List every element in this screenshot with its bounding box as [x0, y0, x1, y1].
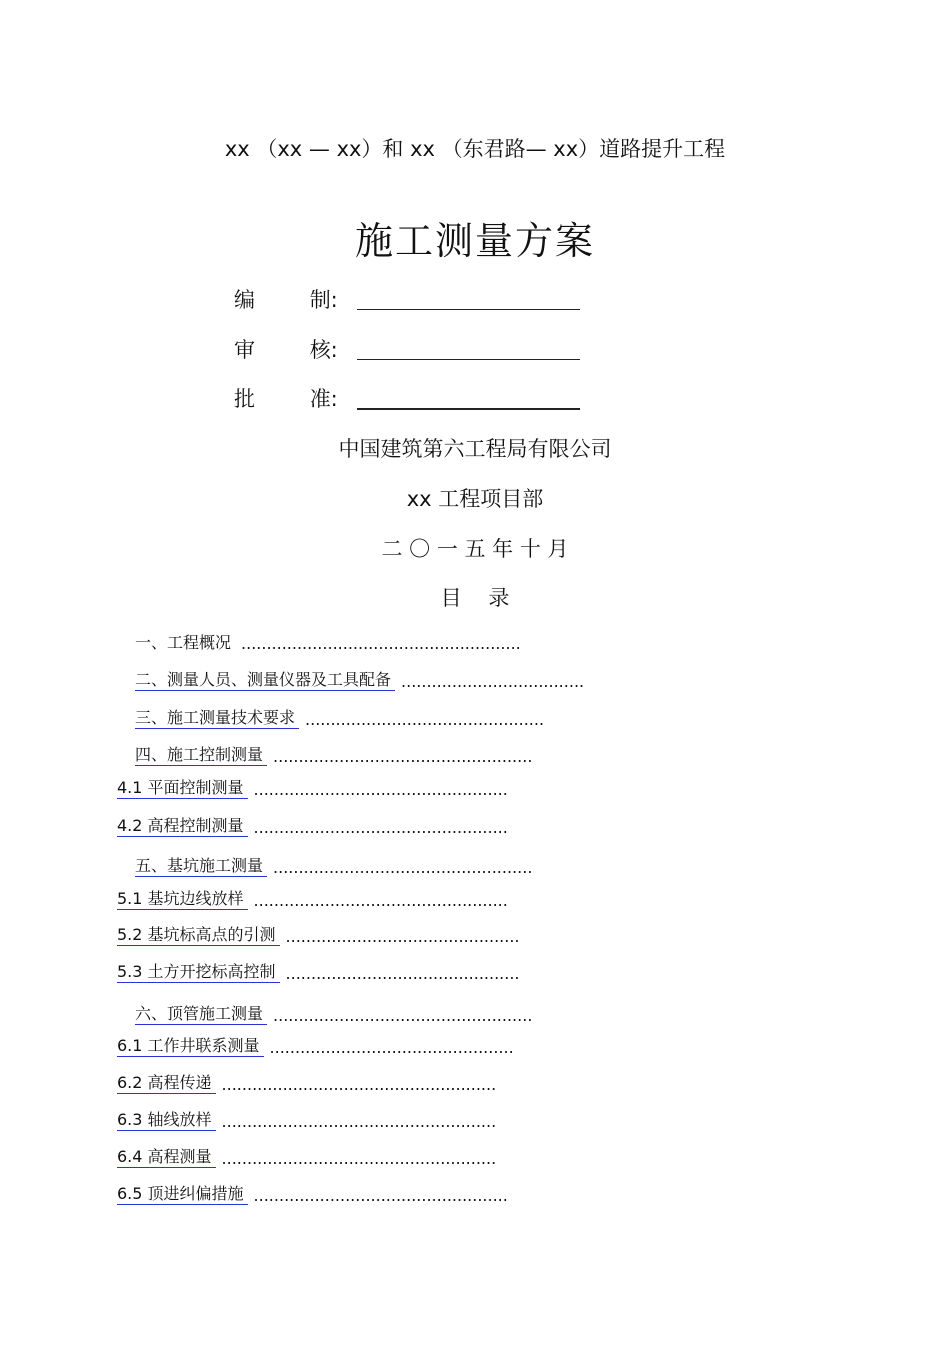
toc-entry[interactable]: [117, 959, 520, 983]
toc-entry[interactable]: [117, 813, 508, 837]
toc-entry-label: 三、施工测量技术要求: [135, 705, 299, 729]
toc-entry[interactable]: [135, 742, 532, 766]
toc-entry-label: 6.1 工作井联系测量: [117, 1033, 264, 1057]
toc-entry[interactable]: [135, 853, 532, 877]
signature-line-approved[interactable]: [357, 408, 580, 410]
signature-row-approved: [234, 383, 338, 413]
toc-entry-leader: ..............................................: [285, 964, 520, 983]
toc-entry[interactable]: [117, 1070, 496, 1094]
toc-entry-leader: ..............................................: [285, 927, 520, 946]
toc-entry[interactable]: [135, 1001, 532, 1025]
toc-entry[interactable]: [117, 1144, 496, 1168]
toc-entry-leader: .......................................................: [241, 634, 521, 653]
signature-line-compiled[interactable]: [357, 309, 580, 310]
toc-entry[interactable]: [117, 1033, 514, 1057]
toc-entry[interactable]: [117, 886, 508, 910]
toc-entry-leader: ...................................................: [273, 747, 533, 766]
toc-entry-label: 6.2 高程传递: [117, 1070, 216, 1094]
toc-entry[interactable]: [135, 667, 584, 691]
toc-entry[interactable]: [135, 630, 521, 653]
toc-entry-label: 5.2 基坑标高点的引测: [117, 922, 280, 946]
toc-title: 目 录: [440, 586, 510, 610]
toc-entry-leader: ......................................................: [221, 1149, 497, 1168]
signature-label-char: 编: [234, 288, 255, 312]
toc-entry-label: 4.2 高程控制测量: [117, 813, 248, 837]
signature-label-char: 批: [234, 387, 255, 411]
toc-entry[interactable]: [117, 775, 508, 799]
document-title: 施工测量方案: [354, 219, 595, 263]
project-department: xx 工程项目部: [406, 487, 544, 511]
signature-label-char: 准:: [309, 387, 338, 411]
document-date: 二 〇 一 五 年 十 月: [381, 537, 569, 561]
toc-entry-leader: ...................................................: [273, 858, 533, 877]
signature-row-reviewed: [234, 334, 338, 364]
toc-entry-leader: ..................................................: [253, 1186, 508, 1205]
toc-entry-label: 6.5 顶进纠偏措施: [117, 1181, 248, 1205]
toc-entry-leader: ................................................: [269, 1038, 514, 1057]
toc-entry-leader: ......................................................: [221, 1112, 497, 1131]
toc-entry[interactable]: [135, 705, 544, 729]
signature-label-char: 制:: [309, 288, 338, 312]
toc-entry-label: 一、工程概况: [135, 633, 232, 652]
toc-entry-leader: ...................................................: [273, 1006, 533, 1025]
project-subtitle: xx （xx — xx）和 xx （东君路— xx）道路提升工程: [224, 137, 726, 161]
toc-entry-label: 5.3 土方开挖标高控制: [117, 959, 280, 983]
company-name: 中国建筑第六工程局有限公司: [338, 437, 612, 461]
toc-entry-label: 四、施工控制测量: [135, 742, 267, 766]
toc-entry[interactable]: [117, 1107, 496, 1131]
signature-label-char: 核:: [309, 338, 338, 362]
toc-entry-label: 五、基坑施工测量: [135, 853, 267, 877]
toc-entry-leader: ..................................................: [253, 891, 508, 910]
signature-line-reviewed[interactable]: [357, 359, 580, 360]
toc-entry-leader: ......................................................: [221, 1075, 497, 1094]
toc-entry-leader: ..................................................: [253, 780, 508, 799]
toc-entry-label: 4.1 平面控制测量: [117, 775, 248, 799]
toc-entry-leader: ...............................................: [305, 710, 545, 729]
toc-entry-leader: ....................................: [401, 672, 585, 691]
toc-entry[interactable]: [117, 922, 520, 946]
signature-label-char: 审: [234, 338, 255, 362]
toc-entry-label: 5.1 基坑边线放样: [117, 886, 248, 910]
toc-entry-label: 二、测量人员、测量仪器及工具配备: [135, 667, 395, 691]
toc-entry-label: 6.4 高程测量: [117, 1144, 216, 1168]
toc-entry-label: 6.3 轴线放样: [117, 1107, 216, 1131]
toc-entry-leader: ..................................................: [253, 818, 508, 837]
toc-entry-label: 六、顶管施工测量: [135, 1001, 267, 1025]
toc-entry[interactable]: [117, 1181, 508, 1205]
signature-row-compiled: [234, 284, 338, 314]
